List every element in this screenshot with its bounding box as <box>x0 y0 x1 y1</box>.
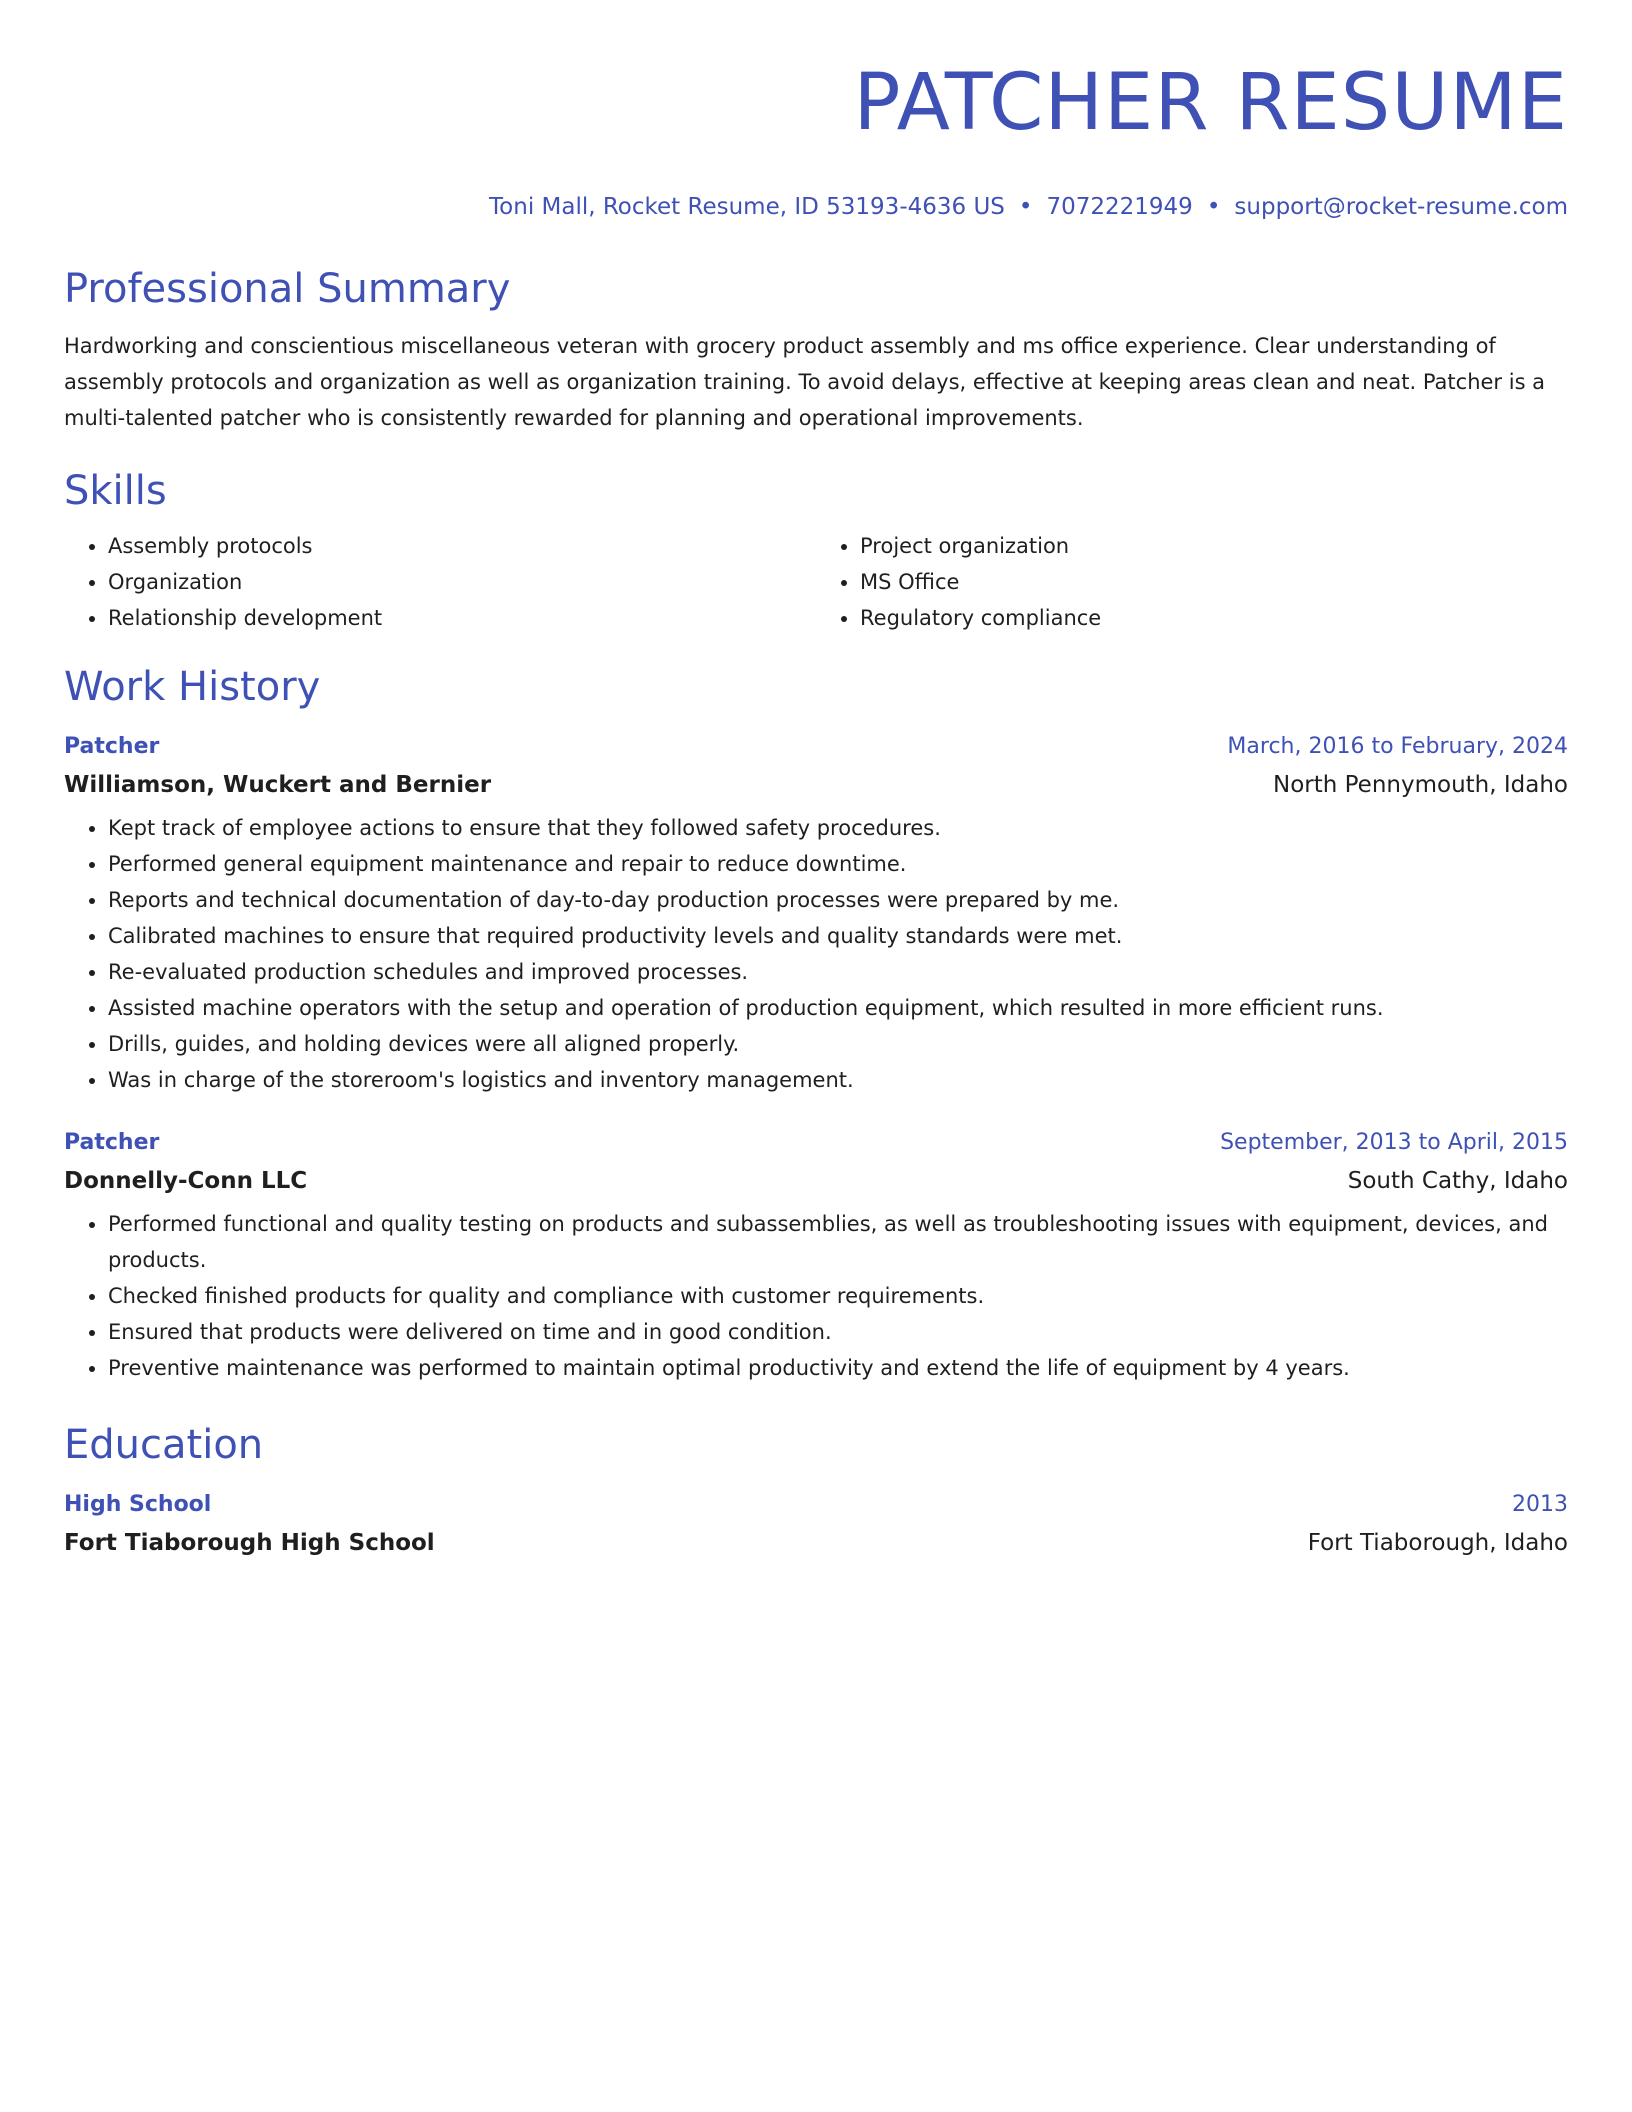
education-year: 2013 <box>1512 1492 1568 1517</box>
duty-item: • Reports and technical documentation of day-to-day production processes were prepared by me. <box>108 882 1568 918</box>
contact-email: support@rocket-resume.com <box>1234 194 1568 220</box>
education-school: Fort Tiaborough High School <box>64 1530 435 1556</box>
contact-phone: 7072221949 <box>1046 194 1193 220</box>
job-company: Donnelly-Conn LLC <box>64 1168 308 1194</box>
contact-separator: • <box>1206 194 1221 220</box>
skill-item: • Assembly protocols <box>108 528 816 564</box>
work-history-heading: Work History <box>64 664 321 710</box>
job-title: Patcher <box>64 1130 160 1155</box>
duty-item: • Ensured that products were delivered on time and in good condition. <box>108 1314 1568 1350</box>
job-title: Patcher <box>64 734 160 759</box>
skill-item: • Regulatory compliance <box>860 600 1568 636</box>
job-company-row <box>64 1166 1568 1196</box>
duty-item: • Re-evaluated production schedules and improved processes. <box>108 954 1568 990</box>
duty-item: • Checked finished products for quality and compliance with customer requirements. <box>108 1278 1568 1314</box>
duty-item: • Performed general equipment maintenance and repair to reduce downtime. <box>108 846 1568 882</box>
education-heading: Education <box>64 1422 264 1468</box>
skills-column-right <box>816 528 1568 636</box>
duty-item: • Calibrated machines to ensure that required productivity levels and quality standards were met. <box>108 918 1568 954</box>
skill-item: • Project organization <box>860 528 1568 564</box>
duty-item: • Was in charge of the storeroom's logistics and inventory management. <box>108 1062 1568 1098</box>
job-duties <box>64 810 1568 1098</box>
summary-text: Hardworking and conscientious miscellaneous veteran with grocery product assembly and ms office experience. Clear understanding of assembly protocols and organization as well as organization training. To avoid delays, effective at keeping areas clean and neat. Patcher is a multi-talented patcher who is consistently rewarded for planning and operational improvements. <box>64 334 1546 430</box>
resume-name: PATCHER RESUME <box>853 58 1568 148</box>
education-school-row <box>64 1528 1568 1558</box>
job-header-row <box>64 732 1568 762</box>
skill-item: • Relationship development <box>108 600 816 636</box>
job-entry <box>64 1128 1568 1386</box>
job-dates: March, 2016 to February, 2024 <box>1227 734 1568 759</box>
job-location: South Cathy, Idaho <box>1347 1168 1568 1194</box>
contact-separator: • <box>1018 194 1033 220</box>
job-company: Williamson, Wuckert and Bernier <box>64 772 492 798</box>
duty-item: • Assisted machine operators with the setup and operation of production equipment, which resulted in more efficient runs. <box>108 990 1568 1026</box>
duty-item: • Kept track of employee actions to ensure that they followed safety procedures. <box>108 810 1568 846</box>
skills-column-left <box>64 528 816 636</box>
skills-list <box>64 528 1568 636</box>
job-company-row <box>64 770 1568 800</box>
duty-item: • Preventive maintenance was performed to maintain optimal productivity and extend the life of equipment by 4 years. <box>108 1350 1568 1386</box>
duty-item: • Performed functional and quality testing on products and subassemblies, as well as troubleshooting issues with equipment, devices, and products. <box>108 1206 1568 1278</box>
job-duties <box>64 1206 1568 1386</box>
education-location: Fort Tiaborough, Idaho <box>1307 1530 1568 1556</box>
job-dates: September, 2013 to April, 2015 <box>1220 1130 1568 1155</box>
education-degree: High School <box>64 1492 212 1517</box>
job-location: North Pennymouth, Idaho <box>1272 772 1568 798</box>
summary-heading: Professional Summary <box>64 266 511 312</box>
education-entry <box>64 1490 1568 1558</box>
contact-line <box>64 192 1568 222</box>
skill-item: • Organization <box>108 564 816 600</box>
job-entry <box>64 732 1568 1098</box>
education-header-row <box>64 1490 1568 1520</box>
contact-address: Toni Mall, Rocket Resume, ID 53193-4636 US <box>489 194 1005 220</box>
skill-item: • MS Office <box>860 564 1568 600</box>
skills-heading: Skills <box>64 468 167 514</box>
job-header-row <box>64 1128 1568 1158</box>
duty-item: • Drills, guides, and holding devices were all aligned properly. <box>108 1026 1568 1062</box>
